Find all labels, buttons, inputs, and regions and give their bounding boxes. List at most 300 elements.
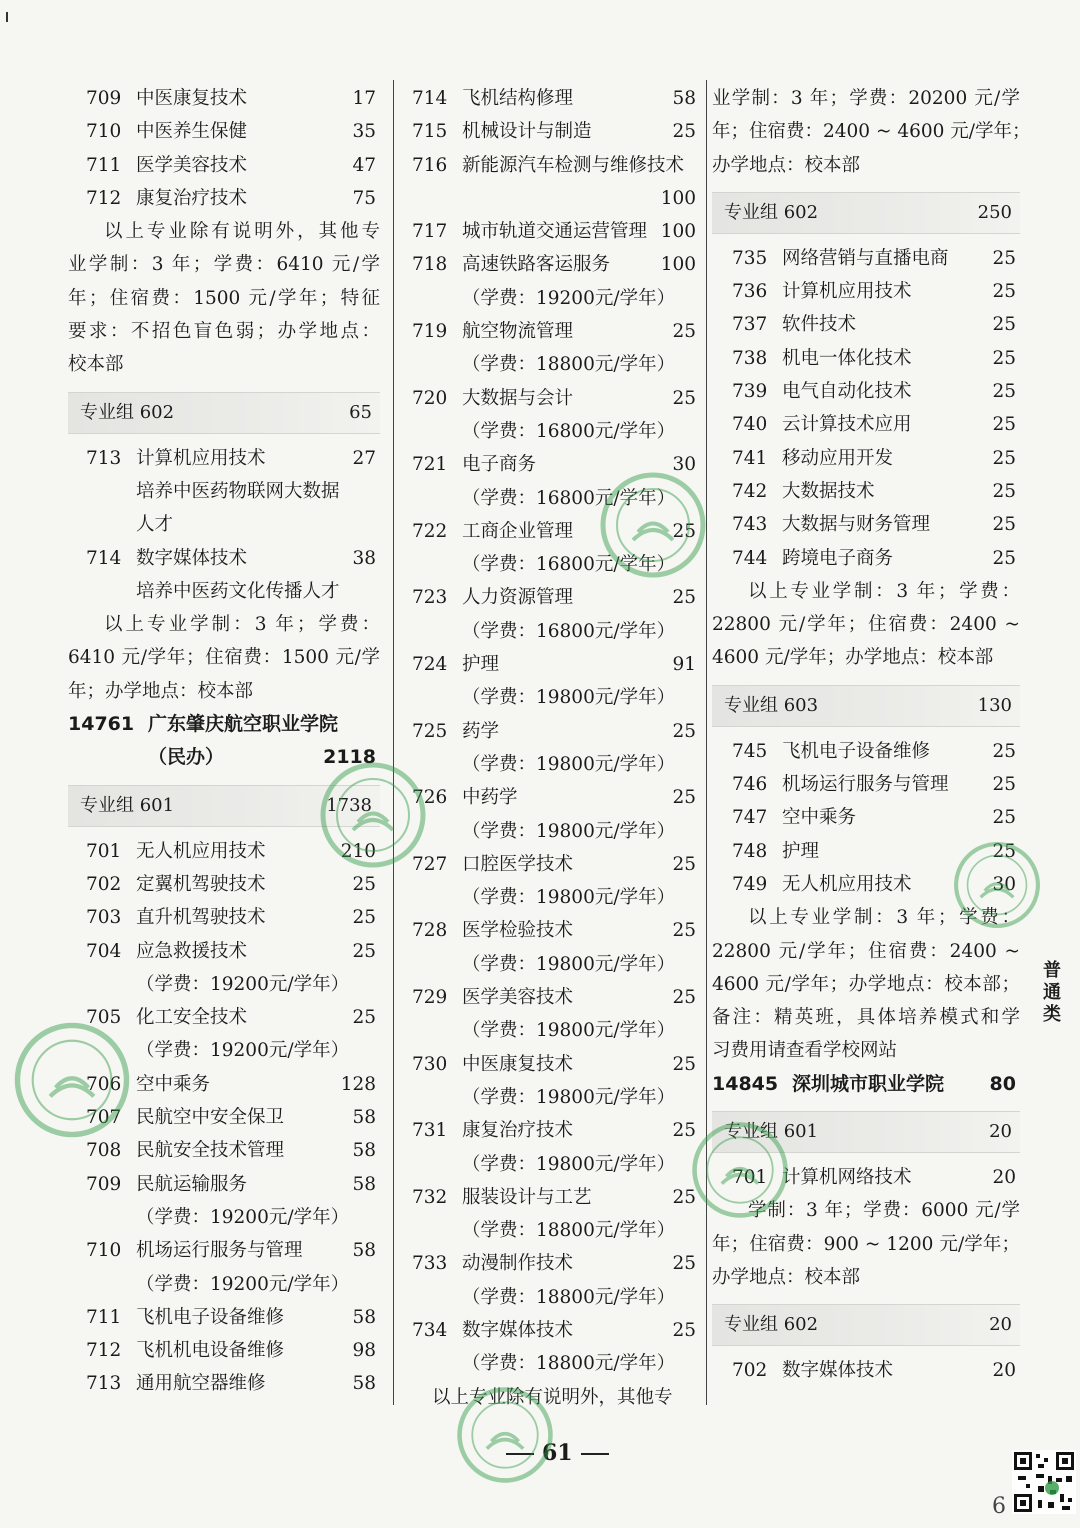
major-name: 医学美容技术	[462, 987, 574, 1009]
major-code: 709	[86, 88, 122, 109]
page-number-text: 61	[542, 1440, 573, 1466]
note-line: 以上专业学制：3 年；学费：	[748, 580, 1020, 602]
note-line: 校本部	[68, 354, 124, 376]
major-row	[712, 835, 1020, 868]
major-name: 康复治疗技术	[136, 187, 248, 209]
major-code: 708	[86, 1140, 122, 1162]
group-header	[712, 685, 1020, 727]
major-code: 701	[732, 1167, 768, 1189]
column-1	[68, 82, 380, 1401]
major-name: 无人机应用技术	[136, 840, 266, 862]
major-row	[408, 1314, 700, 1347]
note-line: 年；办学地点：校本部	[68, 680, 254, 702]
note-line: 办学地点：校本部	[712, 154, 861, 176]
major-row	[712, 475, 1020, 508]
major-code: 701	[86, 840, 122, 862]
major-quota: 210	[340, 840, 376, 862]
major-row	[712, 442, 1020, 475]
group-name: 专业组 603	[724, 694, 819, 716]
major-row	[68, 868, 380, 901]
major-quota: 25	[992, 480, 1016, 502]
major-detail: （学费：19200元/学年）	[136, 1040, 350, 1062]
major-list	[712, 1354, 1020, 1387]
major-list	[68, 835, 380, 1401]
major-detail: 人才	[136, 514, 174, 536]
qr-code-icon	[1012, 1450, 1076, 1514]
major-code: 714	[412, 88, 448, 109]
major-row	[68, 1367, 380, 1400]
major-row	[712, 242, 1020, 275]
major-detail: 培养中医药文化传播人才	[136, 580, 340, 602]
major-detail: （学费：16800元/学年）	[462, 420, 676, 442]
major-name: 中医养生保健	[136, 121, 248, 143]
major-quota: 98	[352, 1340, 376, 1362]
major-quota: 30	[992, 873, 1016, 895]
major-quota: 25	[672, 1053, 696, 1075]
major-code: 715	[412, 121, 448, 143]
major-row	[68, 835, 380, 868]
major-detail: （学费：19800元/学年）	[462, 1086, 676, 1108]
major-row	[68, 82, 380, 115]
major-code: 718	[412, 254, 448, 276]
major-quota: 25	[992, 347, 1016, 369]
major-detail: （学费：19200元/学年）	[136, 1273, 350, 1295]
major-name: 数字媒体技术	[462, 1319, 574, 1341]
note-line: 4600 元/学年；办学地点：校本部	[712, 647, 994, 669]
major-code: 710	[86, 1240, 122, 1262]
major-row	[712, 408, 1020, 441]
major-quota: 25	[672, 720, 696, 742]
major-code: 702	[86, 873, 122, 895]
major-detail: （学费：19800元/学年）	[462, 1020, 676, 1042]
major-list	[408, 82, 700, 1381]
major-detail: （学费：19800元/学年）	[462, 820, 676, 842]
major-code: 713	[86, 447, 122, 469]
major-quota: 100	[660, 254, 696, 276]
major-code: 738	[732, 347, 768, 369]
major-code: 736	[732, 281, 768, 303]
major-code: 744	[732, 547, 768, 569]
major-row	[712, 735, 1020, 768]
major-name: 新能源汽车检测与维修技术	[462, 154, 685, 176]
major-quota: 25	[992, 314, 1016, 336]
school-header-2	[68, 741, 380, 774]
major-row	[408, 581, 700, 614]
major-code: 717	[412, 221, 448, 243]
group-name: 专业组 602	[724, 1314, 819, 1336]
major-row	[712, 1354, 1020, 1387]
note-line: 业学制：3 年；学费：20200 元/学	[712, 88, 1020, 109]
group-count: 20	[989, 1314, 1012, 1336]
major-code: 745	[732, 740, 768, 762]
major-name: 航空物流管理	[462, 321, 574, 343]
major-quota: 25	[672, 1253, 696, 1275]
note-line: 以上专业除有说明外，其他专	[432, 1386, 673, 1408]
major-name: 计算机网络技术	[782, 1167, 912, 1189]
note-paragraph	[712, 1194, 1020, 1294]
major-code: 716	[412, 154, 448, 176]
major-code: 720	[412, 387, 448, 409]
major-detail: （学费：18800元/学年）	[462, 1353, 676, 1375]
major-quota: 25	[992, 740, 1016, 762]
major-detail: （学费：19200元/学年）	[462, 287, 676, 309]
major-quota: 25	[672, 1186, 696, 1208]
major-code: 739	[732, 381, 768, 403]
major-quota: 25	[992, 281, 1016, 303]
group-header	[712, 192, 1020, 234]
major-row	[68, 1001, 380, 1034]
major-code: 730	[412, 1053, 448, 1075]
major-name: 移动应用开发	[782, 447, 894, 469]
major-row	[68, 1334, 380, 1367]
major-code: 721	[412, 454, 448, 476]
school-count: 2118	[323, 746, 376, 769]
major-name: 数字媒体技术	[136, 547, 248, 569]
group-count: 65	[349, 401, 372, 423]
major-code: 737	[732, 314, 768, 336]
major-name: 飞机结构修理	[462, 88, 574, 109]
major-row	[68, 442, 380, 475]
category-side-tag: 普通类	[1043, 960, 1061, 1025]
major-code: 726	[412, 787, 448, 809]
major-row	[712, 768, 1020, 801]
major-row	[408, 1114, 700, 1147]
column-divider	[706, 80, 707, 1405]
major-detail: （学费：19800元/学年）	[462, 887, 676, 909]
major-name: 中医康复技术	[462, 1053, 574, 1075]
major-name: 应急救援技术	[136, 940, 248, 962]
major-name: 高速铁路客运服务	[462, 254, 611, 276]
major-quota: 100	[660, 187, 696, 209]
major-row	[712, 868, 1020, 901]
major-name: 口腔医学技术	[462, 853, 574, 875]
major-detail: （学费：19800元/学年）	[462, 953, 676, 975]
major-row	[712, 1161, 1020, 1194]
major-row	[408, 848, 700, 881]
group-name: 专业组 602	[80, 401, 175, 423]
group-count: 20	[989, 1121, 1012, 1143]
corner-number: 6	[992, 1494, 1006, 1519]
major-row	[68, 1068, 380, 1101]
major-row	[68, 1168, 380, 1201]
major-code: 707	[86, 1107, 122, 1129]
major-name: 工商企业管理	[462, 520, 574, 542]
major-list	[712, 1161, 1020, 1194]
major-quota: 25	[672, 121, 696, 143]
major-quota: 25	[352, 873, 376, 895]
major-name: 中医康复技术	[136, 88, 248, 109]
major-quota: 25	[672, 853, 696, 875]
note-line: 以上专业学制：3 年；学费：	[104, 614, 380, 636]
major-quota: 27	[352, 447, 376, 469]
major-code: 733	[412, 1253, 448, 1275]
major-code: 710	[86, 121, 122, 143]
major-detail: （学费：18800元/学年）	[462, 354, 676, 376]
major-code: 723	[412, 587, 448, 609]
major-quota: 75	[352, 187, 376, 209]
major-quota: 58	[352, 1140, 376, 1162]
note-line: 6410 元/学年；住宿费：1500 元/学	[68, 647, 380, 669]
major-quota: 25	[992, 840, 1016, 862]
major-quota: 25	[992, 414, 1016, 436]
major-row	[408, 648, 700, 681]
major-name: 定翼机驾驶技术	[136, 873, 266, 895]
major-row	[408, 382, 700, 415]
column-divider	[393, 80, 394, 1405]
major-row	[408, 1181, 700, 1214]
major-row	[408, 781, 700, 814]
group-count: 250	[977, 201, 1012, 223]
note-paragraph	[712, 901, 1020, 1067]
major-code: 712	[86, 187, 122, 209]
note-paragraph	[712, 575, 1020, 675]
school-code: 14845	[712, 1072, 779, 1095]
school-type: （民办）	[148, 746, 225, 769]
major-code: 705	[86, 1007, 122, 1029]
major-row	[408, 914, 700, 947]
major-quota: 25	[992, 774, 1016, 796]
major-list	[712, 735, 1020, 901]
major-quota: 25	[672, 987, 696, 1009]
major-name: 大数据技术	[782, 480, 875, 502]
column-2	[408, 82, 700, 1414]
major-quota: 25	[672, 920, 696, 942]
major-list	[712, 242, 1020, 575]
major-code: 711	[86, 154, 122, 176]
major-name: 软件技术	[782, 314, 857, 336]
major-row	[68, 115, 380, 148]
major-code: 748	[732, 840, 768, 862]
major-code: 719	[412, 321, 448, 343]
major-detail: （学费：16800元/学年）	[462, 554, 676, 576]
major-row	[68, 149, 380, 182]
major-quota: 35	[352, 121, 376, 143]
major-name: 机场运行服务与管理	[782, 774, 949, 796]
major-name: 护理	[782, 840, 820, 862]
note-line: 22800 元/学年；住宿费：2400 ~	[712, 614, 1020, 636]
major-name: 计算机应用技术	[136, 447, 266, 469]
major-quota: 91	[672, 654, 696, 676]
note-line: 习费用请查看学校网站	[712, 1040, 898, 1062]
major-quota: 30	[672, 454, 696, 476]
major-row	[408, 448, 700, 481]
major-code: 725	[412, 720, 448, 742]
group-header	[68, 785, 380, 827]
group-count: 1738	[326, 794, 372, 816]
major-quota: 100	[660, 221, 696, 243]
major-row	[712, 275, 1020, 308]
major-quota: 25	[992, 381, 1016, 403]
major-quota: 25	[352, 907, 376, 929]
major-quota: 58	[352, 1240, 376, 1262]
major-detail: （学费：16800元/学年）	[462, 620, 676, 642]
group-name: 专业组 601	[724, 1121, 819, 1143]
school-header	[712, 1068, 1020, 1101]
major-row	[408, 215, 700, 248]
major-name: 电子商务	[462, 454, 537, 476]
major-code: 735	[732, 247, 768, 269]
major-name: 大数据与会计	[462, 387, 574, 409]
major-name: 机场运行服务与管理	[136, 1240, 303, 1262]
group-header	[712, 1111, 1020, 1153]
note-line: 学制：3 年；学费：6000 元/学	[748, 1200, 1020, 1222]
group-name: 专业组 601	[80, 794, 175, 816]
note-line: 4600 元/学年；办学地点：校本部；	[712, 973, 1020, 995]
major-name: 飞机机电设备维修	[136, 1340, 285, 1362]
major-quota: 20	[992, 1360, 1016, 1382]
school-name: 深圳城市职业学院	[792, 1072, 945, 1095]
major-name: 计算机应用技术	[782, 281, 912, 303]
major-code: 740	[732, 414, 768, 436]
major-name: 飞机电子设备维修	[782, 740, 931, 762]
major-row	[408, 1247, 700, 1280]
major-name: 电气自动化技术	[782, 381, 912, 403]
major-detail: （学费：18800元/学年）	[462, 1220, 676, 1242]
major-code: 742	[732, 480, 768, 502]
group-header	[68, 392, 380, 434]
major-code: 706	[86, 1073, 122, 1095]
major-detail: （学费：19800元/学年）	[462, 753, 676, 775]
note-line: 以上专业学制：3 年；学费：	[748, 907, 1020, 929]
major-code: 746	[732, 774, 768, 796]
major-row	[408, 82, 700, 115]
note-line: 年；住宿费：2400 ~ 4600 元/学年；	[712, 121, 1031, 143]
major-name: 跨境电子商务	[782, 547, 894, 569]
note-line: 年；住宿费：1500 元/学年；特征	[68, 287, 380, 309]
major-quota: 58	[352, 1107, 376, 1129]
major-quota: 25	[992, 514, 1016, 536]
major-name: 人力资源管理	[462, 587, 574, 609]
major-detail: 培养中医药物联网大数据	[136, 480, 340, 502]
major-quota: 25	[352, 1007, 376, 1029]
note-paragraph	[68, 215, 380, 381]
school-name: 广东肇庆航空职业学院	[148, 713, 339, 736]
major-name: 数字媒体技术	[782, 1360, 894, 1382]
major-quota: 47	[352, 154, 376, 176]
major-name: 机电一体化技术	[782, 347, 912, 369]
major-row	[68, 935, 380, 968]
major-quota: 25	[672, 387, 696, 409]
major-name: 飞机电子设备维修	[136, 1306, 285, 1328]
major-quota: 25	[992, 447, 1016, 469]
major-name: 云计算技术应用	[782, 414, 912, 436]
scan-mark	[6, 12, 8, 22]
major-code: 732	[412, 1186, 448, 1208]
major-name: 医学美容技术	[136, 154, 248, 176]
major-code: 703	[86, 907, 122, 929]
major-row	[408, 315, 700, 348]
major-name: 机械设计与制造	[462, 121, 592, 143]
major-row	[68, 182, 380, 215]
major-code: 711	[86, 1306, 122, 1328]
major-code: 727	[412, 853, 448, 875]
major-name: 服装设计与工艺	[462, 1186, 592, 1208]
major-name: 无人机应用技术	[782, 873, 912, 895]
major-quota: 25	[672, 587, 696, 609]
major-name: 民航安全技术管理	[136, 1140, 285, 1162]
note-line: 办学地点：校本部	[712, 1266, 861, 1288]
major-name: 大数据与财务管理	[782, 514, 931, 536]
major-code: 729	[412, 987, 448, 1009]
major-name: 直升机驾驶技术	[136, 907, 266, 929]
major-quota: 25	[672, 321, 696, 343]
major-row	[408, 981, 700, 1014]
major-name: 空中乘务	[782, 807, 857, 829]
major-code: 704	[86, 940, 122, 962]
major-row	[408, 715, 700, 748]
major-detail: （学费：16800元/学年）	[462, 487, 676, 509]
major-name: 康复治疗技术	[462, 1120, 574, 1142]
major-quota: 58	[352, 1373, 376, 1395]
major-code: 722	[412, 520, 448, 542]
note-line: 要求：不招色盲色弱；办学地点：	[68, 321, 380, 343]
major-row	[408, 149, 700, 182]
major-quota: 38	[352, 547, 376, 569]
major-quota: 17	[352, 88, 376, 109]
note-paragraph	[68, 608, 380, 708]
major-name: 化工安全技术	[136, 1007, 248, 1029]
major-row	[712, 308, 1020, 341]
major-quota: 25	[672, 520, 696, 542]
school-header	[68, 708, 380, 741]
school-count: 80	[989, 1072, 1016, 1095]
major-quota: 25	[992, 247, 1016, 269]
major-code: 734	[412, 1319, 448, 1341]
major-code: 702	[732, 1360, 768, 1382]
major-detail: （学费：19200元/学年）	[136, 1206, 350, 1228]
major-code: 713	[86, 1373, 122, 1395]
major-code: 712	[86, 1340, 122, 1362]
major-code: 741	[732, 447, 768, 469]
note-line: 年；住宿费：900 ~ 1200 元/学年；	[712, 1233, 1020, 1255]
group-count: 130	[977, 694, 1012, 716]
major-row	[68, 542, 380, 575]
group-name: 专业组 602	[724, 201, 819, 223]
major-row	[712, 342, 1020, 375]
note-line: 业学制：3 年；学费：6410 元/学	[68, 254, 380, 276]
major-name: 空中乘务	[136, 1073, 211, 1095]
major-name: 护理	[462, 654, 500, 676]
major-quota: 25	[352, 940, 376, 962]
major-row	[712, 542, 1020, 575]
note-paragraph	[712, 82, 1031, 182]
major-quota: 58	[672, 88, 696, 109]
major-detail: （学费：18800元/学年）	[462, 1286, 676, 1308]
major-code: 749	[732, 873, 768, 895]
major-code: 747	[732, 807, 768, 829]
major-row	[68, 1301, 380, 1334]
major-name: 通用航空器维修	[136, 1373, 266, 1395]
major-quota: 25	[992, 547, 1016, 569]
note-line: 备注：精英班，具体培养模式和学	[712, 1007, 1020, 1029]
major-quota: 128	[340, 1073, 376, 1095]
major-detail: （学费：19200元/学年）	[136, 973, 350, 995]
major-code: 724	[412, 654, 448, 676]
major-code: 743	[732, 514, 768, 536]
major-row	[408, 515, 700, 548]
major-code: 731	[412, 1120, 448, 1142]
major-code: 714	[86, 547, 122, 569]
major-list	[68, 82, 380, 215]
major-name: 民航运输服务	[136, 1173, 248, 1195]
major-name: 动漫制作技术	[462, 1253, 574, 1275]
major-quota: 20	[992, 1167, 1016, 1189]
major-quota: 58	[352, 1173, 376, 1195]
major-list	[68, 442, 380, 608]
major-name: 医学检验技术	[462, 920, 574, 942]
major-row	[712, 801, 1020, 834]
major-name: 网络营销与直播电商	[782, 247, 949, 269]
